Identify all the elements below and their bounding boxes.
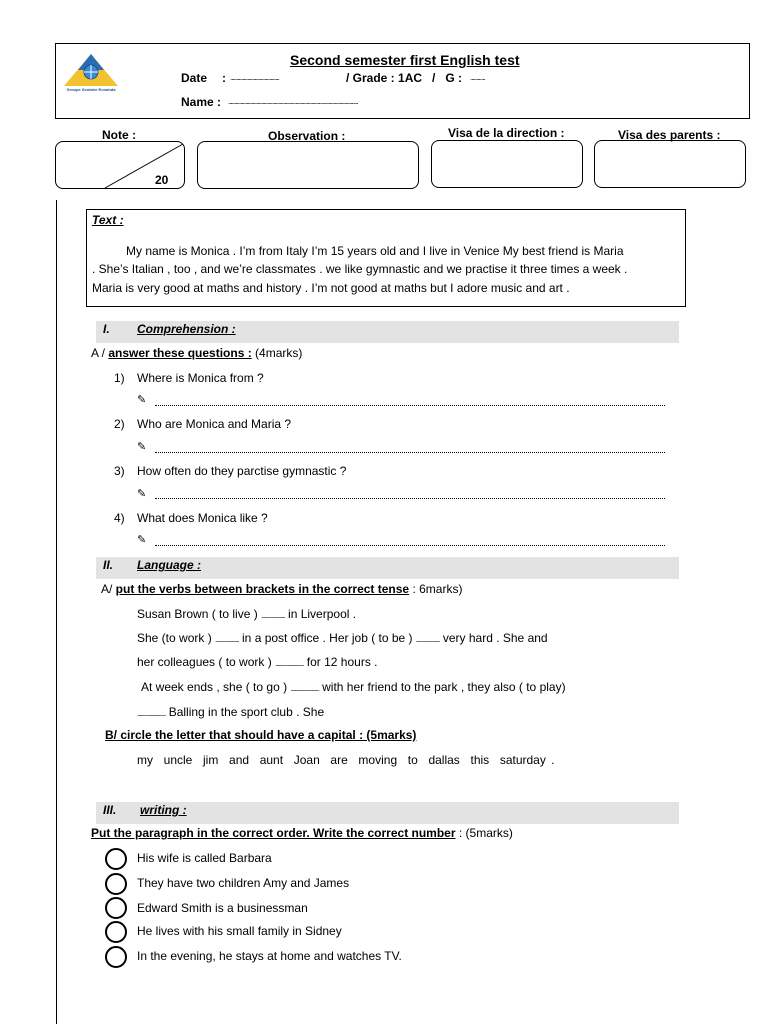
- order-circle-2[interactable]: [105, 873, 127, 895]
- blank[interactable]: ..............................: [137, 711, 166, 718]
- answer-line-2[interactable]: [155, 451, 665, 453]
- order-circle-4[interactable]: [105, 921, 127, 943]
- answer-line-1[interactable]: [155, 404, 665, 406]
- note-box[interactable]: [55, 141, 185, 189]
- tense-sentence-2: [137, 631, 548, 645]
- question-num-1: 1): [114, 371, 125, 385]
- task-marks: (4marks): [251, 346, 303, 360]
- school-logo: [60, 50, 122, 96]
- blank[interactable]: ..............................: [275, 661, 304, 668]
- question-text-4: What does Monica like ?: [137, 511, 268, 525]
- text-line-2: . She’s Italian , too , and we’re classmates . we like gymnastic and we practise it three times a week .: [92, 262, 628, 276]
- comprehension-title: Comprehension :: [137, 322, 236, 336]
- comprehension-task: [91, 346, 302, 360]
- text-line-1: My name is Monica . I’m from Italy I’m 15 years old and I live in Venice My best friend is Maria: [126, 244, 624, 258]
- tense-sentence-1: [137, 607, 356, 621]
- sentence-text: Balling in the sport club . She: [168, 705, 325, 719]
- pencil-icon: ✎: [137, 488, 147, 500]
- tense-sentence-5: [137, 705, 324, 719]
- order-item-2: They have two children Amy and James: [137, 876, 350, 890]
- observation-box[interactable]: [197, 141, 419, 189]
- writing-instruction: Put the paragraph in the correct order. Write the correct number: [91, 826, 456, 840]
- comprehension-number: I.: [103, 322, 110, 336]
- name-field[interactable]: ..........................................................................................................: [228, 97, 358, 106]
- pencil-icon: ✎: [137, 441, 147, 453]
- observation-label: Observation :: [268, 129, 346, 143]
- visa-direction-label: Visa de la direction :: [448, 126, 565, 140]
- writing-marks: : (5marks): [455, 826, 513, 840]
- order-circle-5[interactable]: [105, 946, 127, 968]
- tense-sentence-4: [141, 680, 566, 694]
- sentence-text: very hard . She and: [442, 631, 548, 645]
- question-text-1: Where is Monica from ?: [137, 371, 264, 385]
- page-title: Second semester first English test: [290, 52, 520, 68]
- note-total: 20: [155, 173, 169, 187]
- logo-text: Groupe Scolaire Ennahda: [66, 87, 116, 92]
- blank[interactable]: ..............................: [290, 686, 319, 693]
- visa-direction-box[interactable]: [431, 140, 583, 188]
- language-title: Language :: [137, 558, 202, 572]
- answer-line-3[interactable]: [155, 497, 665, 499]
- note-label: Note :: [102, 128, 136, 142]
- capital-sentence[interactable]: my uncle jim and aunt Joan are moving to dallas this saturday .: [137, 753, 555, 767]
- writing-title: writing :: [140, 803, 187, 817]
- sentence-text: for 12 hours .: [306, 655, 378, 669]
- order-item-5: In the evening, he stays at home and watches TV.: [137, 949, 402, 963]
- pencil-icon: ✎: [137, 534, 147, 546]
- date-field[interactable]: ........................................: [230, 73, 279, 82]
- sentence-text: Susan Brown ( to live ): [137, 607, 258, 621]
- blank[interactable]: .........................: [415, 637, 440, 644]
- task-a-marks: : 6marks): [409, 582, 463, 596]
- grade-label: / Grade : 1AC / G :: [346, 71, 463, 85]
- order-circle-3[interactable]: [105, 897, 127, 919]
- visa-parents-label: Visa des parents :: [618, 128, 721, 142]
- pencil-icon: ✎: [137, 394, 147, 406]
- answer-line-4[interactable]: [155, 544, 665, 546]
- sentence-text: She (to work ): [137, 631, 212, 645]
- language-number: II.: [103, 558, 114, 572]
- group-field[interactable]: ............: [470, 73, 485, 82]
- name-label: Name :: [181, 95, 222, 109]
- order-item-3: Edward Smith is a businessman: [137, 901, 308, 915]
- task-prefix: A /: [91, 346, 109, 360]
- date-label: Date: [181, 71, 208, 85]
- order-item-1: His wife is called Barbara: [137, 851, 272, 865]
- task-a-prefix: A/: [101, 582, 116, 596]
- blank[interactable]: .........................: [215, 637, 239, 644]
- task-instruction: answer these questions :: [108, 346, 252, 360]
- writing-number: III.: [103, 803, 117, 817]
- question-text-2: Who are Monica and Maria ?: [137, 417, 292, 431]
- text-label: Text :: [92, 213, 124, 227]
- visa-parents-box[interactable]: [594, 140, 746, 188]
- writing-task: [91, 826, 513, 840]
- sentence-text: At week ends , she ( to go ): [141, 680, 288, 694]
- question-num-4: 4): [114, 511, 125, 525]
- sentence-text: in Liverpool .: [288, 607, 357, 621]
- question-num-3: 3): [114, 464, 125, 478]
- blank[interactable]: .........................: [261, 613, 285, 620]
- task-a-instruction: put the verbs between brackets in the correct tense: [115, 582, 410, 596]
- date-colon: :: [222, 71, 226, 85]
- text-line-3: Maria is very good at maths and history . I’m not good at maths but I adore music and art .: [92, 281, 570, 295]
- sentence-text: her colleagues ( to work ): [137, 655, 272, 669]
- order-circle-1[interactable]: [105, 848, 127, 870]
- sentence-text: with her friend to the park , they also ( to play): [322, 680, 566, 694]
- question-text-3: How often do they parctise gymnastic ?: [137, 464, 347, 478]
- question-num-2: 2): [114, 417, 125, 431]
- language-task-b: B/ circle the letter that should have a capital : (5marks): [105, 728, 417, 742]
- order-item-4: He lives with his small family in Sidney: [137, 924, 342, 938]
- language-task-a: [101, 582, 462, 596]
- margin-line: [56, 200, 57, 1024]
- sentence-text: in a post office . Her job ( to be ): [242, 631, 413, 645]
- tense-sentence-3: [137, 655, 378, 669]
